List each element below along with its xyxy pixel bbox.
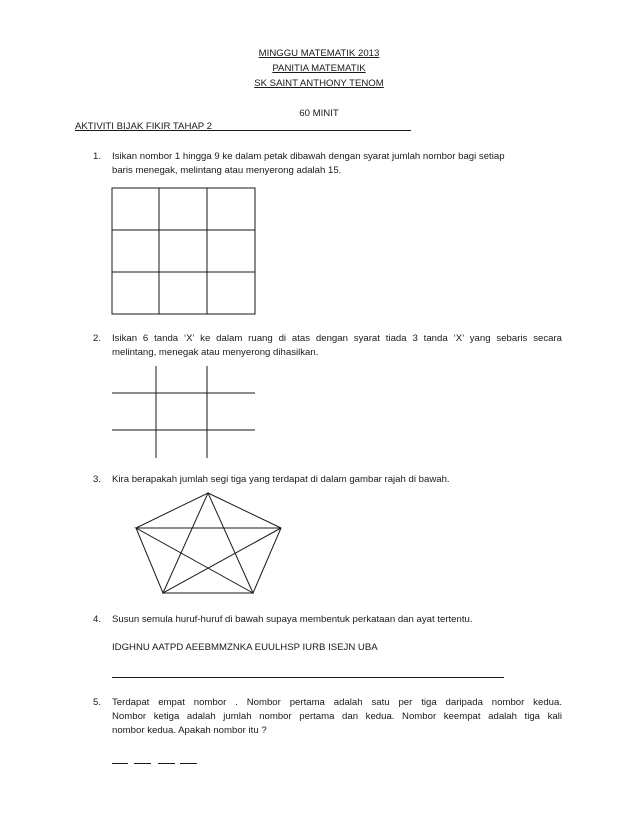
header-line-1: MINGGU MATEMATIK 2013 xyxy=(258,48,380,59)
question-5-text-line-1: Terdapat empat nombor . Nombor pertama adalah satu per tiga daripada nombor kedua. xyxy=(112,697,562,708)
question-1-number: 1. xyxy=(93,151,102,162)
question-2-text-line-1: Isikan 6 tanda ‘X’ ke dalam ruang di atas dengan syarat tiada 3 tanda ‘X’ yang sebaris secara xyxy=(112,333,562,344)
scrambled-letters: IDGHNU AATPD AEEBMMZNKA EUULHSP IURB ISEJN UBA xyxy=(112,642,378,653)
magic-square-grid xyxy=(112,188,255,314)
question-2-number: 2. xyxy=(93,333,102,344)
header-line-3: SK SAINT ANTHONY TENOM xyxy=(254,78,384,89)
question-1-text-line-1: Isikan nombor 1 hingga 9 ke dalam petak dibawah dengan syarat jumlah nombor bagi setiap xyxy=(112,151,505,162)
question-5-text-line-2: Nombor ketiga adalah jumlah nombor pertama dan kedua. Nombor keempat adalah tiga kali xyxy=(112,711,562,722)
duration-text: 60 MINIT xyxy=(299,108,339,119)
question-5-text-line-3: nombor kedua. Apakah nombor itu ? xyxy=(112,725,267,736)
question-4-text-line-1: Susun semula huruf-huruf di bawah supaya membentuk perkataan dan ayat tertentu. xyxy=(112,614,473,625)
tic-tac-toe-lines xyxy=(112,366,255,458)
question-2-text-line-2: melintang, menegak atau menyerong dihasilkan. xyxy=(112,347,319,358)
grid-border xyxy=(112,188,255,314)
question-4-number: 4. xyxy=(93,614,102,625)
pentagon-outline xyxy=(136,493,281,593)
pentagon-pentagram-figure xyxy=(136,493,281,593)
question-3-text-line-1: Kira berapakah jumlah segi tiga yang terdapat di dalam gambar rajah di bawah. xyxy=(112,474,450,485)
header-line-2: PANITIA MATEMATIK xyxy=(272,63,366,74)
section-title: AKTIVITI BIJAK FIKIR TAHAP 2 xyxy=(75,121,213,132)
question-5-number: 5. xyxy=(93,697,102,708)
question-1-text-line-2: baris menegak, melintang atau menyerong adalah 15. xyxy=(112,165,342,176)
question-3-number: 3. xyxy=(93,474,102,485)
